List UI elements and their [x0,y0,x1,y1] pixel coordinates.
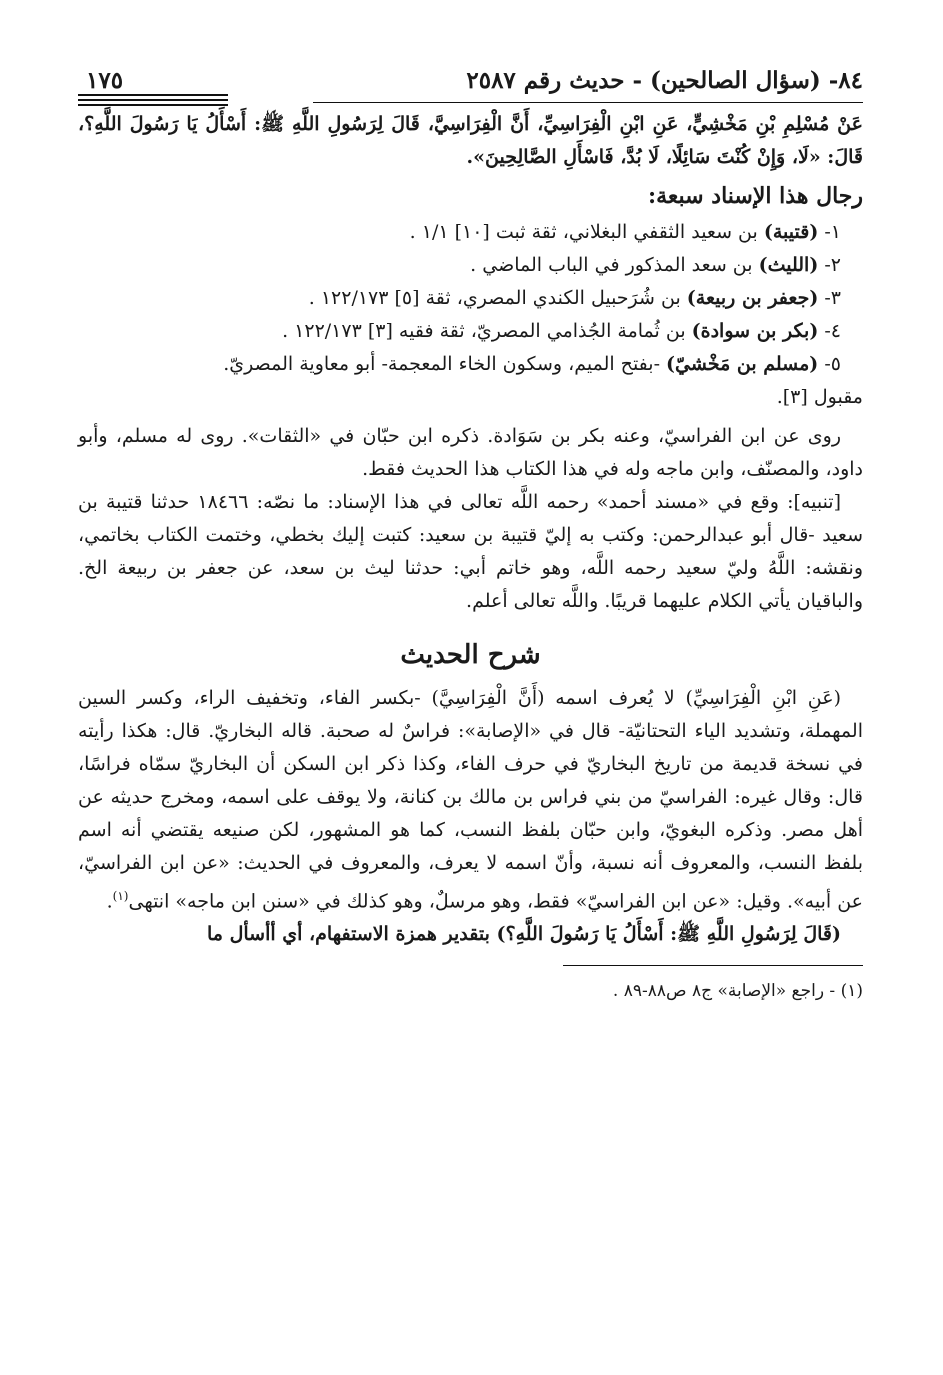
narrator-item: ٥- (مسلم بن مَخْشيّ) -بفتح الميم، وسكون الخاء المعجمة- أبو معاوية المصريّ. [223,353,841,375]
running-header [78,60,863,94]
page-number: ١٧٥ [86,67,124,94]
header-title: ٨٤- (سؤال الصالحين) - حديث رقم ٢٥٨٧ [466,67,863,94]
header-rule [78,94,863,108]
narrator-name: (الليث) [758,254,819,276]
sharh-heading: شرح الحديث [400,640,541,670]
narrator-item: ١- (قتيبة) بن سعيد الثقفي البغلاني، ثقة ثبت [١٠] ١/١ . [409,221,841,243]
footnote-divider [563,965,863,966]
narrator-name: (بكر بن سوادة) [691,320,819,342]
narrator-name: (قتيبة) [763,221,819,243]
footnote-reference: (١) [112,889,129,903]
sharh-paragraph: (عَنِ ابْنِ الْفِرَاسِيِّ) لا يُعرف اسمه (أَنَّ الْفِرَاسِيَّ) -بكسر الفاء، وتخفيف الراء، وكسر السين المهملة، وتشديد الياء التحتانيّة- قال في «الإصابة»: فراسٌ له صحبة. قاله البخاريّ. قال: هكذا رأيته في نسخة قديمة من تاريخ البخاريّ في حرف الفاء، وكذا ذكر ابن السكن أن البخاريّ سمّاه فراسًا، قال: وقال غيره: الفراسيّ من بني فراس بن مالك بن كنانة، ولا يوقف على اسمه، ومخرج حديثه عن أهل مصر. وذكره البغويّ، وابن حبّان بلفظ النسب، كما هو المشهور، لكن صنيعه يقتضي أنه اسم بلفظ النسب، والمعروف أنه نسبة، وأنّ اسمه لا يعرف، والمعروف في الحديث: «عن ابن الفراسيّ، عن أبيه». وقيل: «عن ابن الفراسيّ» فقط، وهو مرسلٌ، وهو كذلك في «سنن ابن ماجه» انتهى$^{(١)}$. [78,687,863,913]
hadith-text: عَنْ مُسْلِمِ بْنِ مَخْشِيٍّ، عَنِ ابْنِ الْفِرَاسِيِّ، أَنَّ الْفِرَاسِيَّ، قَالَ لِرَسُولِ اللَّهِ ﷺ: أَسْأَلُ يَا رَسُولَ اللَّهِ؟، قَالَ: «لَا، وَإِنْ كُنْتَ سَائِلًا، لَا بُدَّ، فَاسْأَلِ الصَّالِحِينَ». [78,113,863,168]
page [78,60,863,1006]
sharh-paragraph-2: (قَالَ لِرَسُولِ اللَّهِ ﷺ: أَسْأَلُ يَا رَسُولَ اللَّهِ؟) بتقدير همزة الاستفهام، أي أأسأل ما [206,923,841,946]
narrator-item: ٢- (الليث) بن سعد المذكور في الباب الماضي . [470,254,841,276]
narrator-name: (مسلم بن مَخْشيّ) [666,353,819,375]
narrator-name: (جعفر بن ربيعة) [686,287,819,309]
isnad-heading: رجال هذا الإسناد سبعة: [648,183,863,209]
narrator-bio-paragraph: روى عن ابن الفراسيّ، وعنه بكر بن سَوَادة. ذكره ابن حبّان في «الثقات». روى له مسلم، وأبو داود، والمصنّف، وابن ماجه وله في هذا الكتاب هذا الحديث فقط. [78,425,863,480]
footnote: (١) - راجع «الإصابة» ج٨ ص٨٨-٨٩ . [612,981,863,1002]
narrator-item: ٣- (جعفر بن ربيعة) بن شُرَحبيل الكندي المصري، ثقة [٥] ١٢٢/١٧٣ . [308,287,841,309]
narrator-item: ٤- (بكر بن سوادة) بن ثُمامة الجُذامي المصريّ، ثقة فقيه [٣] ١٢٢/١٧٣ . [282,320,841,342]
note-paragraph: [تنبيه]: وقع في «مسند أحمد» رحمه اللَّه تعالى في هذا الإسناد: ما نصّه: ١٨٤٦٦ حدثنا قتيبة بن سعيد -قال أبو عبدالرحمن: وكتب به إليّ قتيبة بن سعيد: كتبت إليك بخطي، وختمت الكتاب بخاتمي، ونقشه: اللَّهُ وليّ سعيد رحمه اللَّه، وهو خاتم أبي: حدثنا ليث بن سعد، عن جعفر بن ربيعة الخ. والباقيان يأتي الكلام عليهما قريبًا. واللَّه تعالى أعلم. [78,491,863,612]
narrator-grade: مقبول [٣]. [776,386,863,408]
